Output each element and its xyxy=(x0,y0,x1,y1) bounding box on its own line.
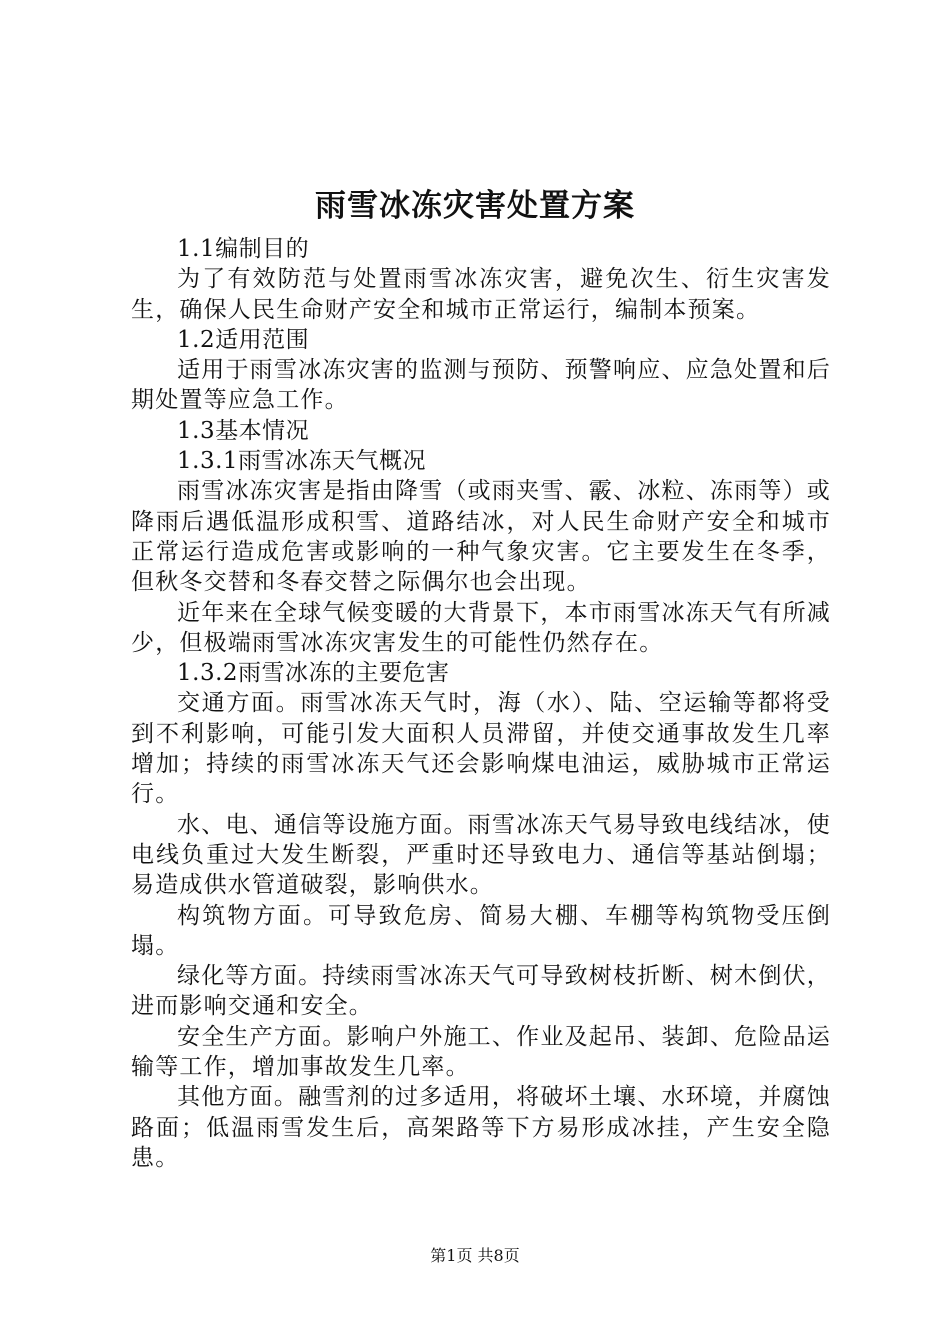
paragraph-traffic: 交通方面。雨雪冰冻天气时，海（水）、陆、空运输等都将受到不利影响，可能引发大面积人员滞留，并使交通事故发生几率增加；持续的雨雪冰冻天气还会影响煤电油运，威胁城市正常运行。 xyxy=(131,690,831,808)
section-heading-1-3: 1.3基本情况 xyxy=(177,417,310,444)
paragraph-weather-overview: 雨雪冰冻灾害是指由降雪（或雨夹雪、霰、冰粒、冻雨等）或降雨后遇低温形成积雪、道路结冰，对人民生命财产安全和城市正常运行造成危害或影响的一种气象灾害。它主要发生在冬季，但秋冬交替和冬春交替之际偶尔也会出现。 xyxy=(131,478,831,596)
paragraph-other: 其他方面。融雪剂的过多适用，将破坏土壤、水环境，并腐蚀路面；低温雨雪发生后，高架路等下方易形成冰挂，产生安全隐患。 xyxy=(131,1084,831,1171)
paragraph-greenery: 绿化等方面。持续雨雪冰冻天气可导致树枝折断、树木倒伏，进而影响交通和安全。 xyxy=(131,963,831,1020)
document-body xyxy=(131,234,831,1173)
paragraph-recent-years: 近年来在全球气候变暖的大背景下，本市雨雪冰冻天气有所减少，但极端雨雪冰冻灾害发生的可能性仍然存在。 xyxy=(131,599,831,656)
section-heading-1-1: 1.1编制目的 xyxy=(177,236,310,262)
paragraph-structures: 构筑物方面。可导致危房、简易大棚、车棚等构筑物受压倒塌。 xyxy=(131,902,831,959)
document-title: 雨雪冰冻灾害处置方案 xyxy=(315,188,635,224)
paragraph-utilities: 水、电、通信等设施方面。雨雪冰冻天气易导致电线结冰，使电线负重过大发生断裂，严重时还导致电力、通信等基站倒塌；易造成供水管道破裂，影响供水。 xyxy=(131,811,831,899)
paragraph-safety-production: 安全生产方面。影响户外施工、作业及起吊、装卸、危险品运输等工作，增加事故发生几率。 xyxy=(131,1023,831,1081)
page-number-footer: 第1页 共8页 xyxy=(430,1246,520,1265)
section-heading-1-3-1: 1.3.1雨雪冰冻天气概况 xyxy=(177,448,427,475)
paragraph-purpose: 为了有效防范与处置雨雪冰冻灾害，避免次生、衍生灾害发生，确保人民生命财产安全和城市正常运行，编制本预案。 xyxy=(131,266,831,323)
section-heading-1-3-2: 1.3.2雨雪冰冻的主要危害 xyxy=(177,660,450,687)
section-heading-1-2: 1.2适用范围 xyxy=(177,326,310,353)
paragraph-scope: 适用于雨雪冰冻灾害的监测与预防、预警响应、应急处置和后期处置等应急工作。 xyxy=(131,357,831,414)
